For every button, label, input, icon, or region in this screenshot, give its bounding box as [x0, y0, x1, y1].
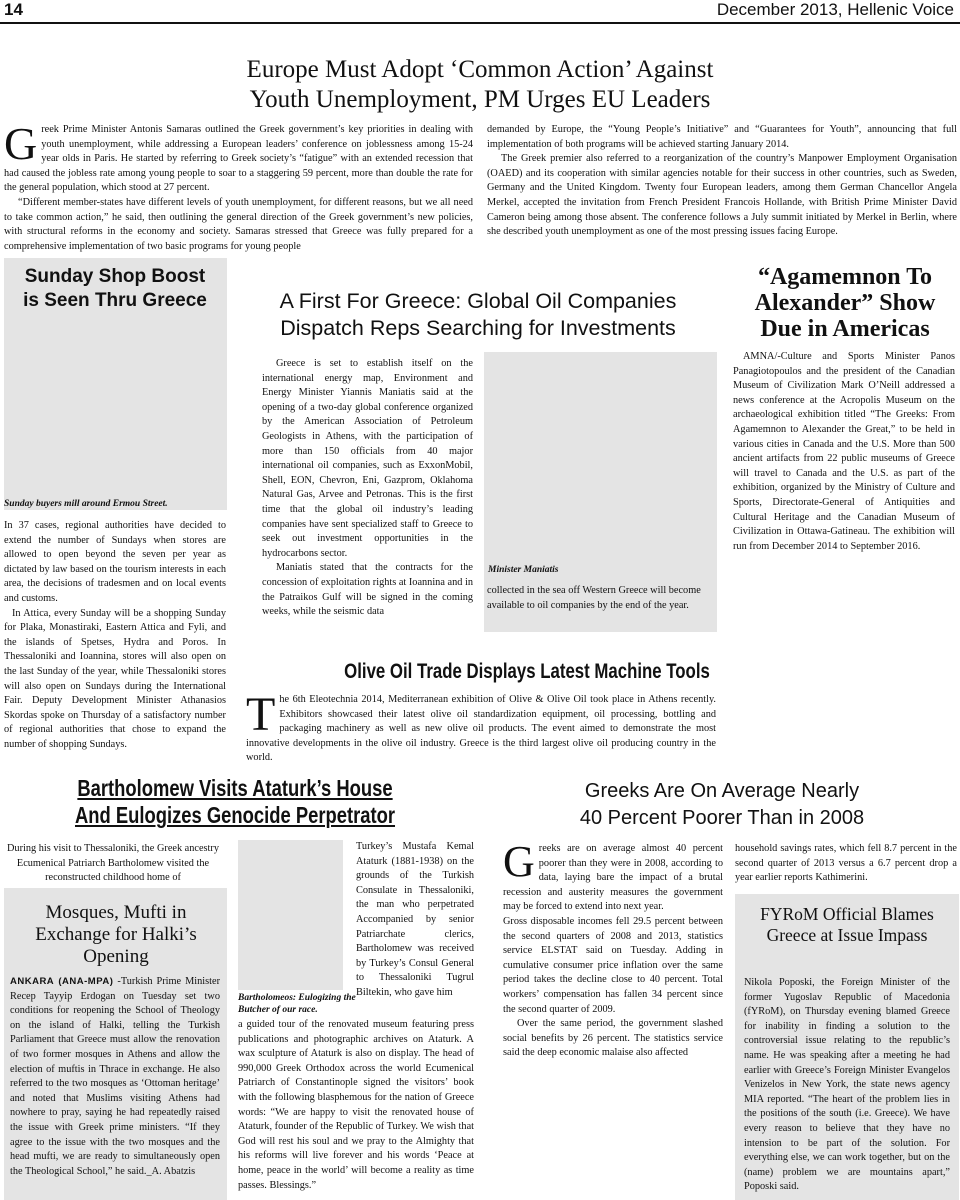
olive-p: he 6th Eleotechnia 2014, Mediterranean exhibition of Olive & Olive Oil took place in Athens recently. Exhibitors showcased their latest olive oil standardization equipment, oil processing, bottling and packaging machinery as well as new olive oil products. The event aimed to demonstrate the most innovative developments in the olive oil industry. Greece is the third largest olive oil producing country in the world.	[246, 694, 716, 764]
oil-headline-line1: A First For Greece: Global Oil Companies	[279, 289, 677, 313]
bartholomew-cont-p: a guided tour of the renovated museum featuring press publications and photographic archives on Ataturk. A wax sculpture of Ataturk is also on display. The head of 990,000 Greek Orthodox across the world Ecumenical Patriarch of Constantinople signed the visitors’ book with the following blasphemous for the nation of Greece words: “We are happy to visit the renovated house of Ataturk, founder of the Republic of Turkey. We wish that God will rest his soul and we pray to the Almighty that his reforms will live forever and his words ‘Peace at home, peace in the world’ will become a reality as time passes. Blessings.”	[238, 1019, 474, 1191]
poorer-headline-line2: 40 Percent Poorer Than in 2008	[579, 807, 865, 829]
bartholomew-caption: Bartholomeos: Eulogizing the Butcher of our race.	[238, 993, 356, 1015]
poorer-headline	[484, 778, 960, 832]
fyrom-body	[744, 976, 950, 1195]
mosques-headline: Mosques, Mufti in Exchange for Halki’s Opening	[35, 902, 197, 967]
agamemnon-body	[733, 350, 955, 554]
lead-headline	[0, 55, 960, 115]
agamemnon-p: AMNA/-Culture and Sports Minister Panos Panagiotopoulos and the president of the Canadian Museum of Civilization Mark O’Neill addressed a news conference at the Acropolis Museum on the archaeological exhibition titled “The Greeks: From Agamemnon to Alexander the Great,” to be held in various cities in Canada and the U.S. More than 500 ancient artifacts from 22 public museums of Greece will travel to Canada and the U.S. as part of the exhibition, organized by the Ministry of Culture and Sports, Directorate-General of Antiquities and Cultural Heritage and the Canadian Museum of Civilization in Ottawa-Gatineau. The exhibition will run from December 2014 to September 2016.	[733, 351, 955, 552]
olive-dropcap: T	[246, 688, 276, 741]
fyrom-headline: FYRoM Official Blames Greece at Issue Impass	[760, 904, 934, 945]
sunday-p1: In 37 cases, regional authorities have decided to extend the number of Sundays when stores are allowed to open beyond the seven per year as dictated by law based on the tourism interests in each area, the decisions of tradesmen and on local events and customs.	[4, 520, 226, 604]
bartholomew-headline	[47, 775, 423, 829]
poorer-p1: reeks are on average almost 40 percent poorer than they were in 2008, according to data, laying bare the impact of a brutal recession and austerity measures the government may be forced to extend into next year.	[503, 843, 723, 913]
mosques-dateline: ANKARA (ANA-MPA)	[10, 976, 114, 987]
oil-col2-p: collected in the sea off Western Greece will become available to oil companies by the end of the year.	[487, 585, 701, 611]
issue-date: December 2013, Hellenic Voice	[716, 0, 954, 19]
fyrom-p: Nikola Poposki, the Foreign Minister of the former Yugoslav Republic of Macedonia (fYRoM), on Thursday evening blamed Greece for inability in finding a solution to the controversial issue relating to the republic’s name. He was speaking after a meeting he had earlier with Greece’s Foreign Minister Evangelos Venizelos in New York, the state news agency MIA reported. “The heart of the problem lies in the positions of the south (i.e. Greece). We have every reason to believe that they have no intension to be part of the solution. For everything else, we can work together, but on the (name) problem we are mountains apart,” Poposki said.	[744, 977, 950, 1193]
bartholomew-right-p: Turkey’s Mustafa Kemal Ataturk (1881-1938) on the grounds of the Turkish Consulate in Thessaloniki, the man who perpetrated Accompanied by senior Patriarchate clerics, Bartholomew was received by Turkey’s Consul General to Thessaloniki Tugrul Biltekin, who gave him	[356, 841, 474, 998]
page-number: 14	[4, 0, 23, 19]
poorer-p2: Gross disposable incomes fell 29.5 percent between the second quarters of 2008 and 2013, statistics service ELSTAT said on Tuesday. Adding in cumulative consumer price inflation over the same period takes the decline close to 40 percent. Total workers’ compensation has fallen 34 percent since the second quarter of 2009.	[503, 915, 723, 1015]
lead-headline-line2: Youth Unemployment, PM Urges EU Leaders	[249, 86, 711, 113]
lead-col2-p2: The Greek premier also referred to a reorganization of the country’s Manpower Employment Organisation (OAED) and its cooperation with similar agencies notable for their success in other countries, such as Sweden, Germany and the United Kingdom. Twenty four European leaders, among them German Chancellor Angela Merkel, accepted the invitation from French President Francois Hollande, with British Prime Minister David Cameron being among those absent. The conference follows a July summit initiated by Merkel in Berlin, where she described youth unemployment as one of the most pressing issues facing Europe.	[487, 153, 957, 238]
poorer-col1	[503, 837, 723, 1061]
header-rule	[0, 22, 960, 24]
lead-column-1	[4, 118, 473, 254]
olive-body	[246, 688, 716, 766]
oil-p2: Maniatis stated that the contracts for the concession of exploitation rights at Ioannina and in the Patraikos Gulf will be signed in the coming weeks, while the seismic data	[262, 562, 473, 618]
agamemnon-headline: “Agamemnon To Alexander” Show Due in Americas	[754, 264, 936, 342]
poorer-col2	[735, 842, 957, 886]
poorer-headline-line1: Greeks Are On Average Nearly	[584, 780, 860, 802]
poorer-dropcap: G	[503, 837, 535, 886]
oil-caption: Minister Maniatis	[488, 565, 559, 575]
oil-p1: Greece is set to establish itself on the international energy map, Environment and Energy Minister Yiannis Maniatis said at the opening of a two-day global conference organized by the American Association of Petroleum Geologists in Athens, with the participation of more than 150 officials from 40 major international oil companies, such as ExxonMobil, Shell, EON, Chevron, Eni, Gazprom, Oklahoma Natural Gas, Arvee and Petronas. This is the first time that the global oil industry’s leading companies have sent specialized staff to Greece to seek out investment opportunities in the hydrocarbons sector.	[262, 358, 473, 559]
lead-p2: “Different member-states have different levels of youth unemployment, for different reasons, but we all need to take common action,” he said, then outlining the general direction of the Greek government’s new policies, with structural reforms in the economy and society. Samaras stressed that Greece was fully prepared for a comprehensive implementation of two basic programs for young people	[4, 196, 473, 252]
bartholomew-right-col	[356, 840, 474, 1001]
bartholomew-continued	[238, 1018, 474, 1193]
lead-p1: reek Prime Minister Antonis Samaras outlined the Greek government’s key priorities in dealing with youth unemployment, while addressing a European leaders’ conference on joblessness among 15-24 year olds in Paris. He started by referring to Greek society’s “fatigue” with an extended recession that had caused the jobless rate among young people to soar to a staggering 59 percent, more than double the rate for the general population, which stood at 27 percent.	[4, 124, 473, 194]
lead-column-2	[487, 123, 957, 240]
sunday-headline: Sunday Shop Boost is Seen Thru Greece	[23, 266, 207, 311]
oil-headline-line2: Dispatch Reps Searching for Investments	[280, 316, 676, 340]
bartholomew-intro-p: During his visit to Thessaloniki, the Greek ancestry Ecumenical Patriarch Bartholomew visited the reconstructed childhood home of	[6, 843, 219, 884]
olive-headline: Olive Oil Trade Displays Latest Machine Tools	[344, 660, 710, 683]
bartholomew-headline-line1: Bartholomew Visits Ataturk’s House	[77, 775, 393, 801]
mosques-body-text: -Turkish Prime Minister Recep Tayyip Erdogan on Tuesday set two conditions for reopening the School of Theology on the island of Halki, telling the Turkish Parliament that Greece must allow the renovation of two former mosques in Athens and allow the election of muftis in Thrace in exchange. He also referred to the two mosques as ‘Ottoman heritage’ and noted that Muslims visiting Athens had nowhere to pray, saying he had repeatedly raised the issue with Greek prime ministers. “If they agree to the issue with the two mosques and the head mufti, we are ready to simultaneously open the Theological School,” he said._A. Abatzis	[10, 976, 220, 1177]
bartholomew-photo	[238, 840, 343, 990]
poorer-p3: Over the same period, the government slashed social benefits by 26 percent. The statistics service said the deep economic malaise also affected	[503, 1018, 723, 1059]
oil-column-1	[262, 357, 473, 620]
oil-headline	[238, 288, 718, 342]
sunday-body	[4, 519, 226, 753]
sunday-caption: Sunday buyers mill around Ermou Street.	[4, 499, 168, 509]
lead-headline-line1: Europe Must Adopt ‘Common Action’ Against	[246, 56, 714, 83]
bartholomew-intro	[4, 842, 222, 886]
bartholomew-headline-line2: And Eulogizes Genocide Perpetrator	[74, 802, 396, 828]
oil-column-2	[487, 584, 703, 613]
lead-col2-p1: demanded by Europe, the “Young People’s Initiative” and “Guarantees for Youth”, announcing that full implementation of both programs will be achieved starting January 2014.	[487, 124, 957, 150]
lead-dropcap: G	[4, 118, 38, 169]
poorer-col2-p: household savings rates, which fell 8.7 percent in the second quarter of 2013 versus a 6.7 percent drop a year earlier reports Kathimerini.	[735, 843, 957, 884]
mosques-body	[10, 975, 220, 1179]
sunday-p2: In Attica, every Sunday will be a shopping Sunday for Plaka, Monastiraki, Eastern Attica and Fyli, and the islands of Spetses, Hydra and Poros. In Thessaloniki and Ioannina, stores will also open on the last Sunday of the year, while Thessaloniki stores will also open on Sundays during the International Fair. Deputy Development Minister Athanasios Skordas spoke on Thursday of a satisfactory number of regional authorities that chose to expand the number of shopping Sundays.	[4, 607, 226, 750]
